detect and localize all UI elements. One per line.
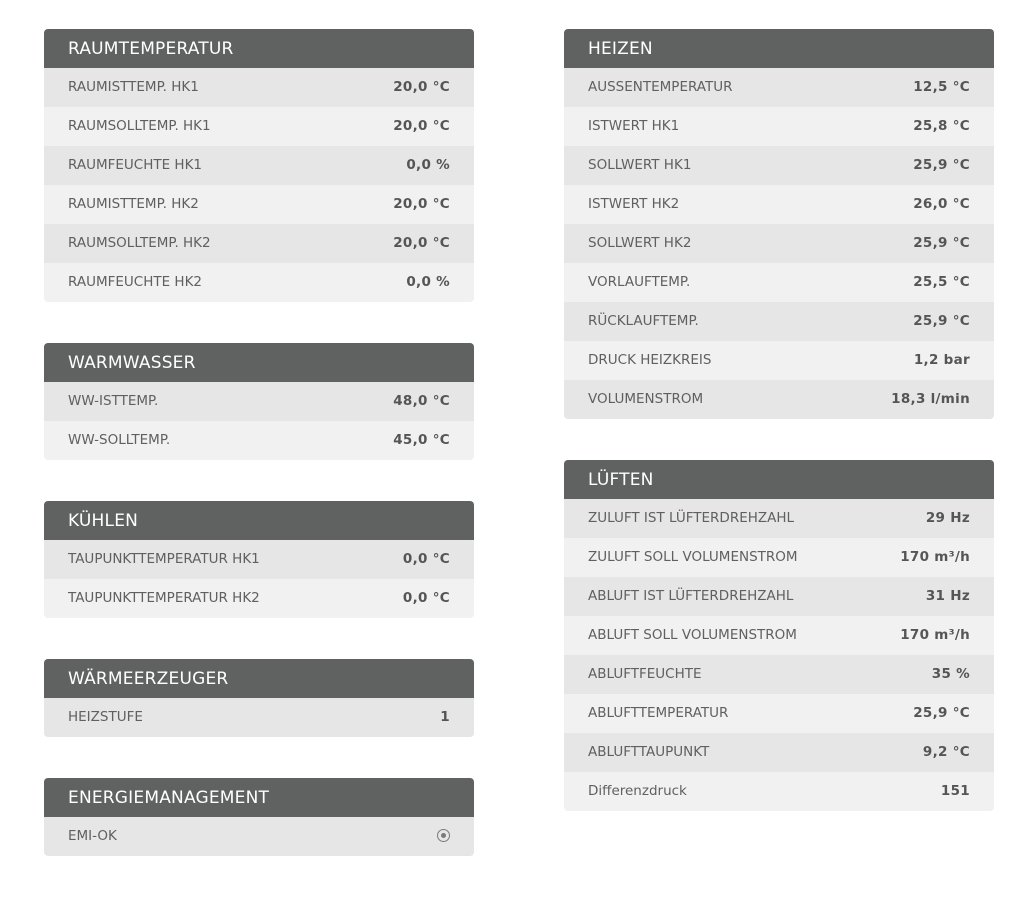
row-label: VOLUMENSTROM <box>588 391 704 407</box>
row-value: 20,0 °C <box>393 196 450 212</box>
row-value: 9,2 °C <box>922 744 970 760</box>
row-value: 20,0 °C <box>393 235 450 251</box>
row-value: 25,9 °C <box>913 705 970 721</box>
value-row <box>44 68 474 107</box>
row-value: 29 Hz <box>925 510 970 526</box>
value-row <box>564 146 994 185</box>
row-value: 170 m³/h <box>900 627 970 643</box>
row-value: 0,0 °C <box>402 551 450 567</box>
row-label: ABLUFT IST LÜFTERDREHZAHL <box>588 588 794 604</box>
row-label: SOLLWERT HK1 <box>588 157 692 173</box>
panel-title: WÄRMEERZEUGER <box>44 659 474 698</box>
panel-energiemanagement <box>44 778 474 856</box>
row-value: 25,9 °C <box>913 157 970 173</box>
row-label: TAUPUNKTTEMPERATUR HK2 <box>68 590 260 606</box>
row-label: SOLLWERT HK2 <box>588 235 692 251</box>
row-label: ISTWERT HK2 <box>588 196 680 212</box>
row-label: RÜCKLAUFTEMP. <box>588 313 699 329</box>
value-row <box>44 421 474 460</box>
row-label: RAUMISTTEMP. HK2 <box>68 196 199 212</box>
row-value: 25,9 °C <box>913 313 970 329</box>
row-label: Differenzdruck <box>588 783 687 799</box>
left-column <box>44 29 474 897</box>
row-value: 20,0 °C <box>393 118 450 134</box>
value-row <box>564 694 994 733</box>
row-label: ABLUFT SOLL VOLUMENSTROM <box>588 627 797 643</box>
value-row <box>44 817 474 856</box>
value-row <box>564 107 994 146</box>
value-row <box>44 146 474 185</box>
row-label: ABLUFTTEMPERATUR <box>588 705 729 721</box>
row-value: 170 m³/h <box>900 549 970 565</box>
row-value: 25,9 °C <box>913 235 970 251</box>
panel-heizen <box>564 29 994 419</box>
row-label: RAUMSOLLTEMP. HK2 <box>68 235 211 251</box>
row-value: 0,0 % <box>406 157 450 173</box>
value-row <box>44 263 474 302</box>
value-row <box>564 772 994 811</box>
row-label: DRUCK HEIZKREIS <box>588 352 712 368</box>
panel-raumtemperatur <box>44 29 474 302</box>
row-value: 18,3 l/min <box>891 391 970 407</box>
panel-waermeerzeuger <box>44 659 474 737</box>
value-row <box>44 185 474 224</box>
row-value: 48,0 °C <box>393 393 450 409</box>
row-value: 20,0 °C <box>393 79 450 95</box>
row-value: 35 % <box>931 666 970 682</box>
value-row <box>564 733 994 772</box>
row-value: 25,5 °C <box>913 274 970 290</box>
row-label: RAUMFEUCHTE HK2 <box>68 274 203 290</box>
panel-title: ENERGIEMANAGEMENT <box>44 778 474 817</box>
row-value: 26,0 °C <box>913 196 970 212</box>
status-value <box>437 817 450 856</box>
row-label: ISTWERT HK1 <box>588 118 680 134</box>
value-row <box>564 302 994 341</box>
value-row <box>564 380 994 419</box>
value-row <box>564 538 994 577</box>
row-label: WW-ISTTEMP. <box>68 393 159 409</box>
row-value: 1 <box>440 709 450 725</box>
row-label: RAUMISTTEMP. HK1 <box>68 79 199 95</box>
value-row <box>44 224 474 263</box>
row-label: ABLUFTFEUCHTE <box>588 666 702 682</box>
panel-title: WARMWASSER <box>44 343 474 382</box>
row-label: AUSSENTEMPERATUR <box>588 79 733 95</box>
value-row <box>564 68 994 107</box>
row-value: 45,0 °C <box>393 432 450 448</box>
row-label: ZULUFT SOLL VOLUMENSTROM <box>588 549 798 565</box>
row-label: RAUMFEUCHTE HK1 <box>68 157 203 173</box>
value-row <box>564 224 994 263</box>
value-row <box>44 382 474 421</box>
value-row <box>564 185 994 224</box>
row-label: EMI-OK <box>68 828 117 844</box>
panel-title: HEIZEN <box>564 29 994 68</box>
row-value: 151 <box>940 783 970 799</box>
row-value: 0,0 °C <box>402 590 450 606</box>
right-column <box>564 29 994 852</box>
value-row <box>564 499 994 538</box>
radio-icon <box>437 829 450 842</box>
value-row <box>564 655 994 694</box>
value-row <box>44 540 474 579</box>
row-label: WW-SOLLTEMP. <box>68 432 171 448</box>
row-value: 0,0 % <box>406 274 450 290</box>
panel-kuehlen <box>44 501 474 618</box>
row-value: 1,2 bar <box>913 352 970 368</box>
panel-title: KÜHLEN <box>44 501 474 540</box>
panel-title: RAUMTEMPERATUR <box>44 29 474 68</box>
row-label: ZULUFT IST LÜFTERDREHZAHL <box>588 510 795 526</box>
panel-title: LÜFTEN <box>564 460 994 499</box>
value-row <box>564 577 994 616</box>
value-row <box>44 107 474 146</box>
value-row <box>564 341 994 380</box>
row-value: 25,8 °C <box>913 118 970 134</box>
row-value: 31 Hz <box>925 588 970 604</box>
value-row <box>564 616 994 655</box>
value-row <box>44 579 474 618</box>
row-value: 12,5 °C <box>913 79 970 95</box>
value-row <box>44 698 474 737</box>
panel-warmwasser <box>44 343 474 460</box>
row-label: TAUPUNKTTEMPERATUR HK1 <box>68 551 260 567</box>
panel-lueften <box>564 460 994 811</box>
row-label: ABLUFTTAUPUNKT <box>588 744 710 760</box>
row-label: RAUMSOLLTEMP. HK1 <box>68 118 211 134</box>
value-row <box>564 263 994 302</box>
row-label: HEIZSTUFE <box>68 709 143 725</box>
row-label: VORLAUFTEMP. <box>588 274 691 290</box>
